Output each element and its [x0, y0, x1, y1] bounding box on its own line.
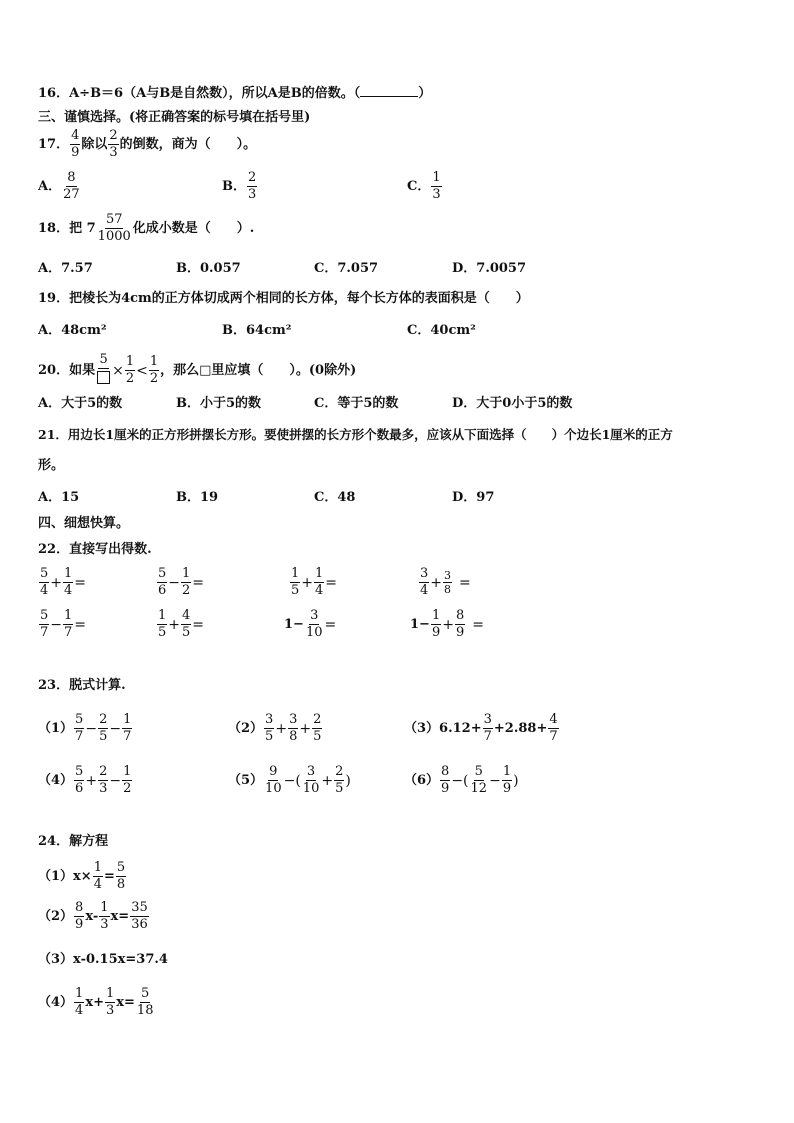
- question-21-cont: 形。: [38, 458, 65, 473]
- answer-blank[interactable]: [360, 84, 418, 97]
- times-sign: ×: [112, 362, 124, 379]
- question-19: 19．把棱长为4cm的正方体切成两个相同的长方体，每个长方体的表面积是（ ）: [38, 291, 529, 306]
- operator: −: [168, 574, 181, 591]
- q18-option-b[interactable]: B．0.057: [176, 261, 241, 276]
- q24-equation-3: （3）x-0.15x=37.4: [38, 952, 168, 967]
- fraction: $\frac{9}{10}$: [265, 764, 282, 796]
- fraction: $\frac{8}{9}$: [441, 764, 450, 796]
- operator: =: [74, 616, 87, 633]
- q18-option-c[interactable]: C．7.057: [314, 261, 379, 276]
- q17-mid: 除以: [81, 136, 108, 152]
- operator: +: [442, 616, 454, 633]
- q22-item-2: [156, 566, 204, 599]
- operator: ): [513, 772, 519, 789]
- section-3-heading: 三、谨慎选择。(将正确答案的标号填在括号里): [38, 110, 311, 125]
- q18-text: 18．把 7: [38, 220, 96, 236]
- question-16: [38, 84, 431, 102]
- fraction: $\frac{1}{3}$: [105, 986, 115, 1018]
- operator: −: [50, 616, 63, 633]
- operator: +: [299, 720, 312, 737]
- fraction: $\frac{1}{3}$: [432, 170, 441, 202]
- fraction: $\frac{1}{2}$: [182, 566, 191, 598]
- operator: =: [192, 574, 205, 591]
- fraction: $\frac{5}{12}$: [470, 764, 488, 796]
- blank-square-icon: [97, 371, 110, 384]
- q19-option-c[interactable]: C．40cm²: [407, 323, 476, 338]
- q21-option-c[interactable]: C．48: [314, 490, 356, 505]
- fraction: $\frac{5}{18}$: [136, 986, 154, 1018]
- question-17: [38, 128, 256, 161]
- fraction: $\frac{3}{8}$: [444, 569, 452, 596]
- fraction: $\frac{3}{7}$: [483, 712, 492, 744]
- q22-item-1: [38, 566, 86, 599]
- operator: −: [85, 720, 98, 737]
- fraction: $\frac{5}{7}$: [40, 608, 49, 640]
- fraction: $\frac{1}{4}$: [75, 986, 84, 1018]
- fraction: $\frac{1}{4}$: [64, 566, 73, 598]
- q17-tail: 的倒数，商为（ ）。: [119, 136, 257, 152]
- fraction: $\frac{2}{5}$: [335, 764, 344, 796]
- q22-item-8: 1− $\frac{1}{9}$ + $\frac{8}{9}$ =: [410, 608, 484, 640]
- fraction: $\frac{57}{1000}$: [97, 212, 131, 244]
- operator: +: [85, 772, 98, 789]
- fraction: $\frac{2}{3}$: [109, 128, 118, 160]
- fraction: $\frac{5}{4}$: [40, 566, 49, 598]
- q24-equation-4: （4） $\frac{1}{4}$ x+ $\frac{1}{3}$ x= $\frac{5}{18}$: [38, 986, 154, 1018]
- fraction: $\frac{2}{3}$: [248, 170, 257, 202]
- fraction: $\frac{1}{2}$: [123, 764, 132, 796]
- question-23-title: 23．脱式计算.: [38, 678, 126, 693]
- q23-part-1: （1） $\frac{5}{7}$ − $\frac{2}{5}$ − $\frac{1}{7}$: [38, 712, 132, 744]
- q20-option-b[interactable]: B．小于5的数: [176, 396, 262, 411]
- operator: +: [275, 720, 288, 737]
- q17-option-b[interactable]: B． $\frac{2}{3}$: [222, 170, 257, 202]
- operator: −(: [451, 772, 469, 789]
- fraction: $\frac{3}{10}$: [305, 608, 323, 640]
- q22-item-4: [418, 566, 471, 599]
- q22-item-6: [156, 608, 204, 641]
- fraction: $\frac{5}{8}$: [116, 860, 126, 892]
- question-21: 21．用边长1厘米的正方形拼摆长方形。要使拼摆的长方形个数最多，应该从下面选择（ ）个边长1厘米的正方: [38, 427, 673, 442]
- fraction: $\frac{4}{5}$: [182, 608, 191, 640]
- fraction: $\frac{4}{9}$: [71, 128, 80, 160]
- q23-part-6: （6） $\frac{8}{9}$ −( $\frac{5}{12}$ − $\frac{1}{9}$ ): [404, 764, 519, 796]
- operator: =: [472, 616, 484, 633]
- q24-equation-1: （1）x× $\frac{1}{4}$ = $\frac{5}{8}$: [38, 860, 126, 892]
- q22-item-3: [289, 566, 337, 599]
- q22-item-7: 1− $\frac{3}{10}$ =: [284, 608, 337, 640]
- operator: +: [50, 574, 63, 591]
- less-than-sign: <: [136, 362, 148, 379]
- fraction: $\frac{8}{9}$: [75, 900, 84, 932]
- fraction: $\frac{5}{6}$: [75, 764, 84, 796]
- q17-option-a[interactable]: A． $\frac{8}{27}$: [38, 170, 80, 202]
- fraction: $\frac{2}{5}$: [99, 712, 108, 744]
- q18-option-d[interactable]: D．7.0057: [452, 261, 527, 276]
- operator: −: [109, 772, 122, 789]
- fraction: $\frac{35}{36}$: [131, 900, 148, 932]
- fraction: $\frac{4}{7}$: [549, 712, 558, 744]
- fraction: $\frac{2}{5}$: [313, 712, 322, 744]
- fraction-with-box: 5: [96, 352, 111, 389]
- fraction: $\frac{1}{5}$: [291, 566, 300, 598]
- q19-option-b[interactable]: B．64cm²: [222, 323, 292, 338]
- q24-equation-2: （2） $\frac{8}{9}$ x- $\frac{1}{3}$ x= $\frac{35}{36}$: [38, 900, 148, 932]
- fraction: $\frac{1}{9}$: [502, 764, 512, 796]
- section-4-heading: 四、细想快算。: [38, 516, 130, 531]
- operator: =: [325, 574, 338, 591]
- q23-part-4: （4） $\frac{5}{6}$ + $\frac{2}{3}$ − $\frac{1}{2}$: [38, 764, 132, 796]
- q23-part-3: （3）6.12+ $\frac{3}{7}$ +2.88+ $\frac{4}{7}$: [404, 712, 558, 744]
- fraction: $\frac{1}{9}$: [431, 608, 441, 640]
- operator: +: [301, 574, 314, 591]
- operator: +: [168, 616, 181, 633]
- operator: ): [345, 772, 351, 789]
- operator: =: [192, 616, 205, 633]
- q20-option-c[interactable]: C．等于5的数: [314, 396, 399, 411]
- q16-text: 16．A÷B＝6（A与B是自然数），所以A是B的倍数。（: [38, 86, 361, 101]
- q20-tail: ，那么□里应填（ ）。(0除外): [160, 362, 357, 378]
- fraction: $\frac{1}{2}$: [125, 354, 135, 386]
- fraction: $\frac{5}{6}$: [158, 566, 167, 598]
- fraction: $\frac{1}{4}$: [93, 860, 102, 892]
- operator: =: [74, 574, 87, 591]
- q23-part-5: （5） $\frac{9}{10}$ −( $\frac{3}{10}$ + $\frac{2}{5}$ ): [228, 764, 351, 796]
- question-24-title: 24．解方程: [38, 834, 109, 849]
- fraction: $\frac{8}{9}$: [455, 608, 465, 640]
- q21-option-a[interactable]: A．15: [38, 490, 80, 505]
- q21-option-d[interactable]: D．97: [452, 490, 495, 505]
- question-20: [38, 352, 356, 389]
- fraction: $\frac{5}{7}$: [75, 712, 84, 744]
- q23-part-2: （2） $\frac{3}{5}$ + $\frac{3}{8}$ + $\frac{2}{5}$: [228, 712, 322, 744]
- fraction: $\frac{8}{27}$: [63, 170, 80, 202]
- operator: −: [109, 720, 122, 737]
- fraction: $\frac{3}{4}$: [420, 566, 429, 598]
- q22-item-5: [38, 608, 86, 641]
- q20-text: 20．如果: [38, 362, 96, 378]
- operator: −: [489, 772, 501, 789]
- operator: +: [321, 772, 334, 789]
- q18-option-a[interactable]: A．7.57: [38, 261, 93, 276]
- q18-tail: 化成小数是（ ）.: [132, 220, 255, 236]
- fraction: $\frac{3}{10}$: [302, 764, 320, 796]
- fraction: $\frac{1}{2}$: [149, 354, 159, 386]
- fraction: $\frac{3}{5}$: [265, 712, 274, 744]
- q20-option-a[interactable]: A．大于5的数: [38, 396, 123, 411]
- fraction: $\frac{1}{7}$: [64, 608, 73, 640]
- operator: −(: [283, 772, 301, 789]
- fraction: $\frac{2}{3}$: [99, 764, 108, 796]
- q20-option-d[interactable]: D．大于0小于5的数: [452, 396, 573, 411]
- q19-option-a[interactable]: A．48cm²: [38, 323, 107, 338]
- fraction: $\frac{1}{5}$: [158, 608, 167, 640]
- operator: =: [459, 574, 471, 591]
- fraction: $\frac{3}{8}$: [289, 712, 298, 744]
- q16-close: ）: [418, 86, 432, 101]
- question-22-title: 22．直接写出得数.: [38, 542, 152, 557]
- question-18: [38, 212, 254, 245]
- fraction: $\frac{1}{4}$: [315, 566, 324, 598]
- q17-option-c[interactable]: C． $\frac{1}{3}$: [407, 170, 441, 202]
- fraction: $\frac{1}{3}$: [100, 900, 109, 932]
- operator: =: [324, 616, 337, 633]
- q21-option-b[interactable]: B．19: [176, 490, 219, 505]
- fraction: $\frac{1}{7}$: [123, 712, 132, 744]
- operator: +: [430, 574, 443, 591]
- q17-number: 17．: [38, 136, 70, 152]
